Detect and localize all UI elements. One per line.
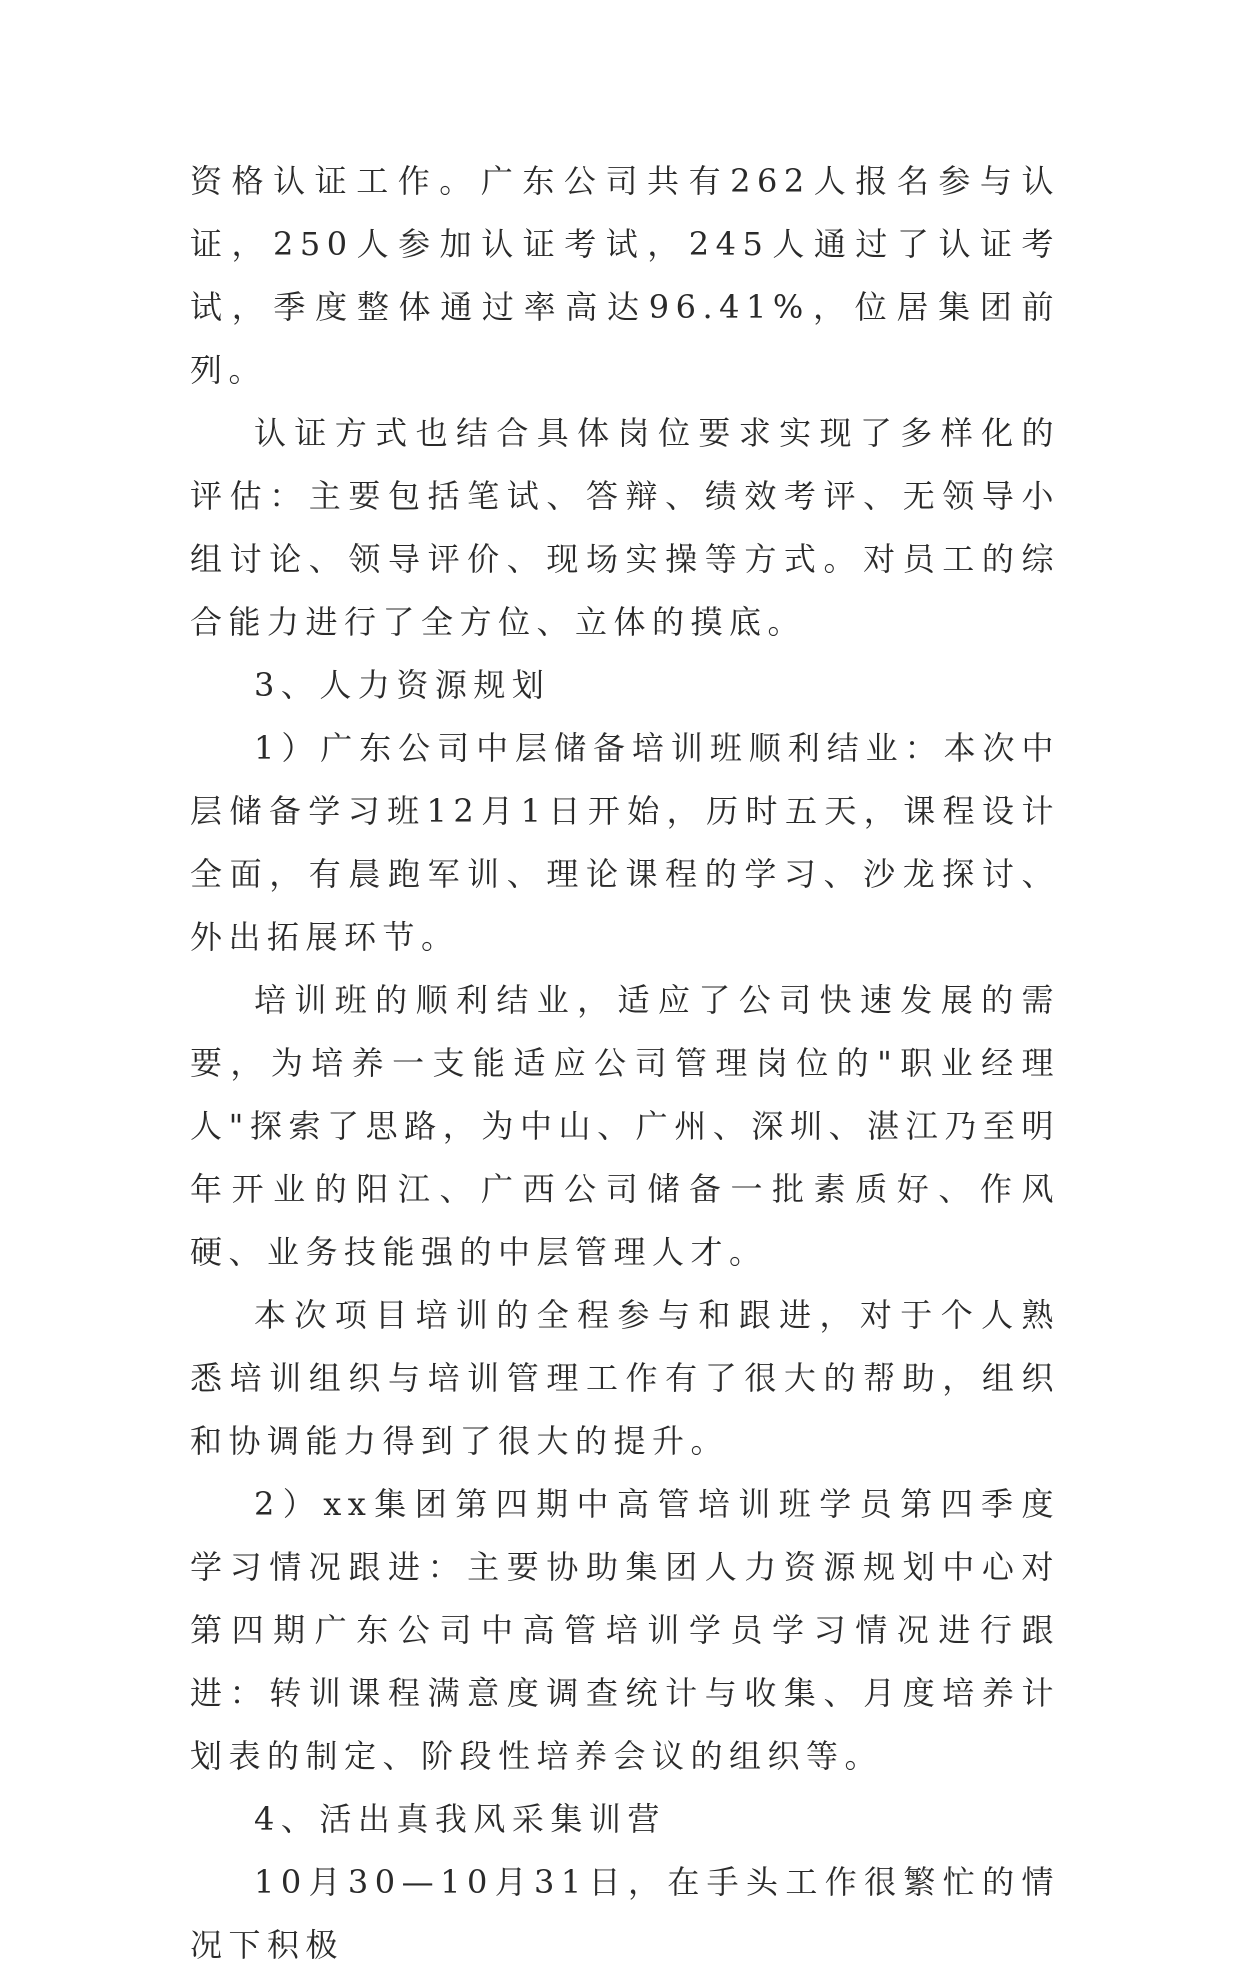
paragraph-camp-dates: 10月30—10月31日，在手头工作很繁忙的情况下积极 (190, 1863, 1060, 1964)
paragraph-middle-reserve-training: 1）广东公司中层储备培训班顺利结业：本次中层储备学习班12月1日开始，历时五天，课程设计全面，有晨跑军训、理论课程的学习、沙龙探讨、外出拓展环节。 (190, 729, 1060, 956)
paragraph-training-significance: 培训班的顺利结业，适应了公司快速发展的需要，为培养一支能适应公司管理岗位的"职业经理人"探索了思路，为中山、广州、深圳、湛江乃至明年开业的阳江、广西公司储备一批素质好、作风硬、业务技能强的中层管理人才。 (190, 981, 1060, 1271)
section-heading-hr-planning: 3、人力资源规划 (254, 666, 551, 704)
paragraph-personal-gains: 本次项目培训的全程参与和跟进，对于个人熟悉培训组织与培训管理工作有了很大的帮助，组织和协调能力得到了很大的提升。 (190, 1296, 1060, 1460)
paragraph-certification-methods: 认证方式也结合具体岗位要求实现了多样化的评估：主要包括笔试、答辩、绩效考评、无领导小组讨论、领导评价、现场实操等方式。对员工的综合能力进行了全方位、立体的摸底。 (190, 414, 1060, 641)
section-heading-training-camp: 4、活出真我风采集训营 (254, 1800, 666, 1838)
paragraph-senior-training-followup: 2）xx集团第四期中高管培训班学员第四季度学习情况跟进：主要协助集团人力资源规划中心对第四期广东公司中高管培训学员学习情况进行跟进：转训课程满意度调查统计与收集、月度培养计划表的制定、阶段性培养会议的组织等。 (190, 1485, 1060, 1775)
paragraph-certification-results: 资格认证工作。广东公司共有262人报名参与认证，250人参加认证考试，245人通过了认证考试，季度整体通过率高达96.41%，位居集团前列。 (190, 162, 1060, 389)
document-body (190, 150, 1060, 1977)
